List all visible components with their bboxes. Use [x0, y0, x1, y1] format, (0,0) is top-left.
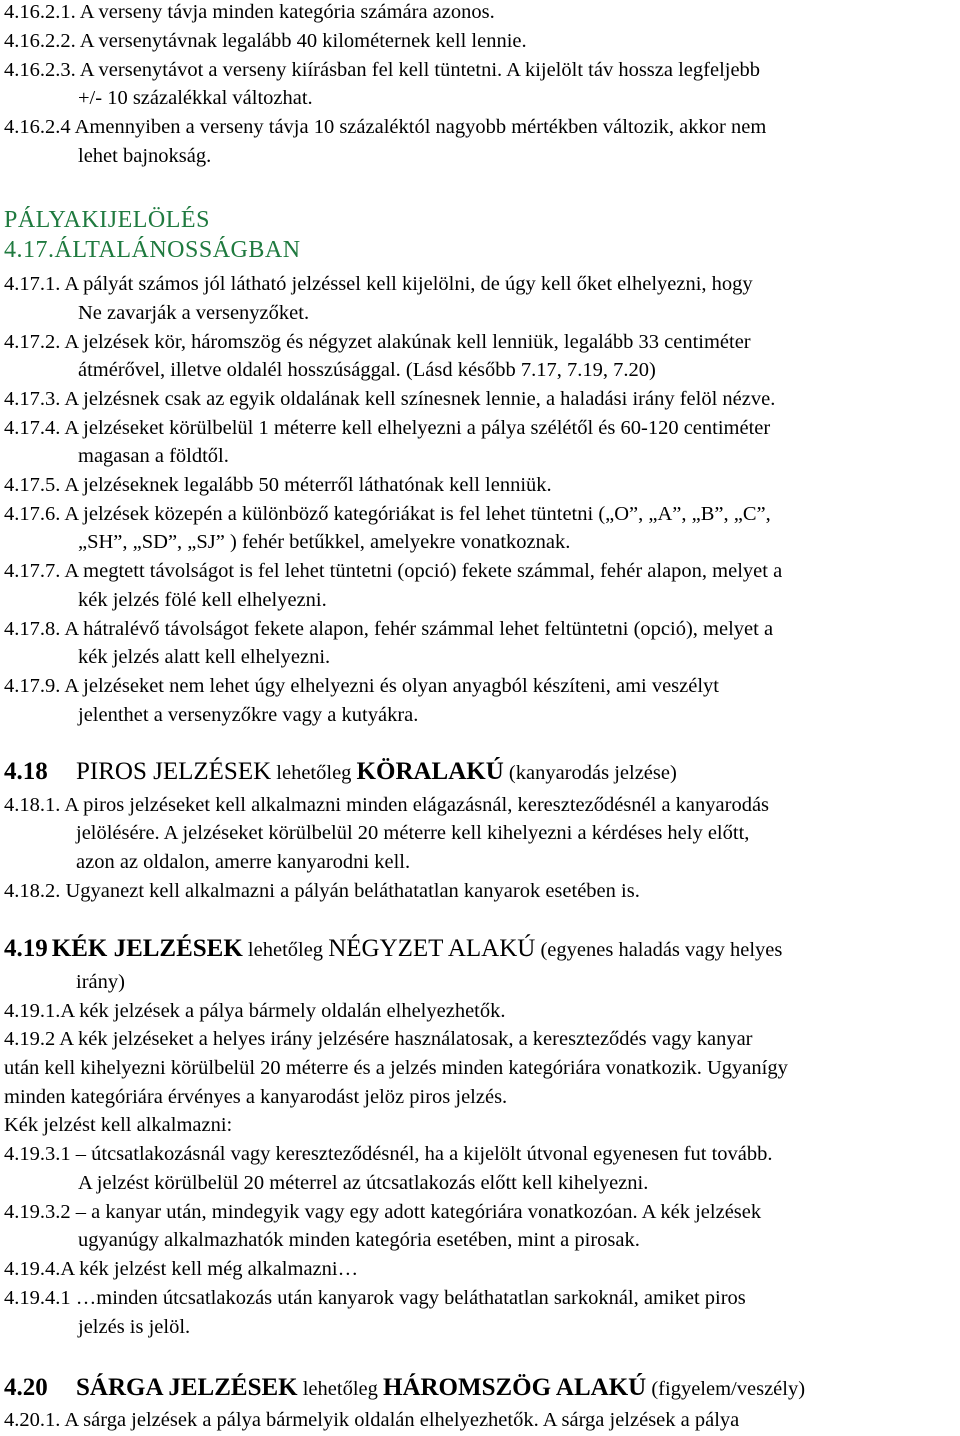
para-number: 4.17.9. — [4, 675, 61, 697]
heading-number: 4.19 — [4, 935, 48, 962]
para-4-17-6-cont: „SH”, „SD”, „SJ” ) fehér betűkkel, amelyekre vonatkoznak. — [78, 531, 571, 553]
para-4-20-1: 4.20.1. A sárga jelzések a pálya bármelyik oldalán elhelyezhetők. A sárga jelzések a pálya — [4, 1409, 740, 1431]
para-4-17-4-cont: magasan a földtől. — [78, 445, 229, 467]
para-4-17-8 — [4, 617, 773, 641]
para-number: 4.17.7. — [4, 560, 61, 582]
para-4-17-2-cont: átmérővel, illetve oldalél hosszúsággal. (Lásd később 7.17, 7.19, 7.20) — [78, 359, 656, 381]
heading-connector: lehetőleg — [297, 1378, 383, 1400]
para-number: 4.17.8. — [4, 618, 61, 640]
para-4-16-2-3 — [4, 58, 760, 82]
para-4-17-9 — [4, 674, 719, 698]
para-4-17-2 — [4, 330, 751, 354]
para-4-19-2: 4.19.2 A kék jelzéseket a helyes irány jelzésére használatosak, a kereszteződés vagy kanyar — [4, 1028, 753, 1050]
heading-shape: HÁROMSZÖG ALAKÚ — [383, 1374, 647, 1401]
heading-title: PIROS JELZÉSEK — [76, 758, 272, 785]
para-4-17-1-cont: Ne zavarják a versenyzőket. — [78, 302, 310, 324]
heading-shape: KÖRALAKÚ — [356, 758, 504, 785]
heading-4-18 — [4, 756, 677, 791]
para-text: A verseny távja minden kategória számára azonos. — [79, 1, 495, 23]
heading-4-19-cont: irány) — [76, 971, 125, 993]
para-4-16-2-1 — [4, 0, 495, 24]
para-text: A jelzésnek csak az egyik oldalának kell színesnek lennie, a haladási irány felöl nézve. — [64, 388, 776, 410]
para-4-19-3-1-cont: A jelzést körülbelül 20 méterrel az útcsatlakozás előtt kell kihelyezni. — [78, 1172, 649, 1194]
section-heading: PÁLYAKIJELÖLÉS — [4, 207, 210, 233]
para-4-17-7-cont: kék jelzés fölé kell elhelyezni. — [78, 589, 327, 611]
para-number: 4.16.2.1. — [4, 1, 76, 23]
heading-note: (egyenes haladás vagy helyes — [535, 939, 783, 961]
para-number: 4.16.2.3. — [4, 59, 76, 81]
para-4-17-3 — [4, 387, 775, 411]
para-text: A versenytávot a verseny kiírásban fel kell tüntetni. A kijelölt táv hossza legfeljebb — [79, 59, 761, 81]
para-text: A jelzések közepén a különböző kategóriákat is fel lehet tüntetni („O”, „A”, „B”, „C”, — [64, 503, 771, 525]
para-4-17-7 — [4, 559, 782, 583]
para-number: 4.17.6. — [4, 503, 61, 525]
para-number: 4.17.2. — [4, 331, 61, 353]
para-4-17-9-cont: jelenthet a versenyzőkre vagy a kutyákra. — [78, 704, 419, 726]
heading-title: SÁRGA JELZÉSEK — [76, 1374, 298, 1401]
para-number: 4.16.2.2. — [4, 30, 76, 52]
para-text: A jelzések kör, háromszög és négyzet alakúnak kell lenniük, legalább 33 centiméter — [64, 331, 751, 353]
heading-title: KÉK JELZÉSEK — [51, 935, 243, 962]
para-4-19-2-cont: után kell kihelyezni körülbelül 20 méterre és a jelzés minden kategóriára vonatkozik. Ugyanígy — [4, 1057, 788, 1079]
para-4-17-5 — [4, 473, 552, 497]
para-4-19-1: 4.19.1.A kék jelzések a pálya bármely oldalán elhelyezhetők. — [4, 1000, 506, 1022]
para-4-16-2-3-cont: +/- 10 százalékkal változhat. — [78, 87, 313, 109]
para-text: A pályát számos jól látható jelzéssel kell kijelölni, de úgy kell őket elhelyezni, hogy — [64, 273, 753, 295]
subsection-heading: 4.17.ÁLTALÁNOSSÁGBAN — [4, 237, 301, 263]
heading-shape: NÉGYZET ALAKÚ — [328, 935, 536, 962]
para-4-17-1 — [4, 272, 753, 296]
para-apply-label: Kék jelzést kell alkalmazni: — [4, 1114, 233, 1136]
para-text: A jelzéseket körülbelül 1 méterre kell elhelyezni a pálya szélétől és 60-120 centiméter — [64, 417, 771, 439]
heading-note: (kanyarodás jelzése) — [503, 762, 677, 784]
para-4-18-1-cont2: azon az oldalon, amerre kanyarodni kell. — [76, 851, 411, 873]
para-4-17-8-cont: kék jelzés alatt kell elhelyezni. — [78, 646, 331, 668]
para-4-17-6 — [4, 502, 771, 526]
heading-connector: lehetőleg — [271, 762, 357, 784]
heading-note: (figyelem/veszély) — [646, 1378, 806, 1400]
para-text: A hátralévő távolságot fekete alapon, fehér számmal lehet feltüntetni (opció), melyet a — [64, 618, 774, 640]
para-text: A jelzéseket nem lehet úgy elhelyezni és olyan anyagból készíteni, ami veszélyt — [64, 675, 720, 697]
para-4-16-2-4 — [4, 115, 766, 139]
heading-4-19 — [4, 933, 782, 968]
para-4-19-4: 4.19.4.A kék jelzést kell még alkalmazni… — [4, 1258, 359, 1280]
para-text: Amennyiben a verseny távja 10 százaléktól nagyobb mértékben változik, akkor nem — [74, 116, 767, 138]
para-4-16-2-2 — [4, 29, 527, 53]
para-4-18-2: 4.18.2. Ugyanezt kell alkalmazni a pályán beláthatatlan kanyarok esetében is. — [4, 880, 640, 902]
para-4-18-1: 4.18.1. A piros jelzéseket kell alkalmazni minden elágazásnál, kereszteződésnél a kanyarodás — [4, 794, 770, 816]
para-4-19-4-1-cont: jelzés is jelöl. — [78, 1316, 191, 1338]
para-number: 4.17.1. — [4, 273, 61, 295]
para-4-19-2-cont2: minden kategóriára érvényes a kanyarodást jelöz piros jelzés. — [4, 1086, 508, 1108]
para-4-19-4-1: 4.19.4.1 …minden útcsatlakozás után kanyarok vagy beláthatatlan sarkoknál, amiket piros — [4, 1287, 746, 1309]
para-4-17-4 — [4, 416, 770, 440]
para-text: A jelzéseknek legalább 50 méterről láthatónak kell lenniük. — [64, 474, 552, 496]
para-number: 4.17.3. — [4, 388, 61, 410]
heading-number: 4.20 — [4, 1374, 48, 1401]
para-4-16-2-4-cont: lehet bajnokság. — [78, 145, 212, 167]
heading-number: 4.18 — [4, 758, 48, 785]
para-number: 4.17.5. — [4, 474, 61, 496]
para-4-19-3-2-cont: ugyanúgy alkalmazhatók minden kategória esetében, mint a pirosak. — [78, 1229, 640, 1251]
para-text: A megtett távolságot is fel lehet tüntetni (opció) fekete számmal, fehér alapon, melyet a — [64, 560, 783, 582]
heading-4-20 — [4, 1372, 805, 1407]
para-text: A versenytávnak legalább 40 kilométernek kell lennie. — [79, 30, 527, 52]
para-4-19-3-2: 4.19.3.2 – a kanyar után, mindegyik vagy egy adott kategóriára vonatkozóan. A kék jelzések — [4, 1201, 762, 1223]
heading-connector: lehetőleg — [242, 939, 329, 961]
para-number: 4.16.2.4 — [4, 116, 71, 138]
para-4-19-3-1: 4.19.3.1 – útcsatlakozásnál vagy kereszteződésnél, ha a kijelölt útvonal egyenesen fut tovább. — [4, 1143, 773, 1165]
para-4-18-1-cont: jelölésére. A jelzéseket körülbelül 20 méterre kell kihelyezni a kérdéses hely előtt, — [76, 822, 750, 844]
para-number: 4.17.4. — [4, 417, 61, 439]
